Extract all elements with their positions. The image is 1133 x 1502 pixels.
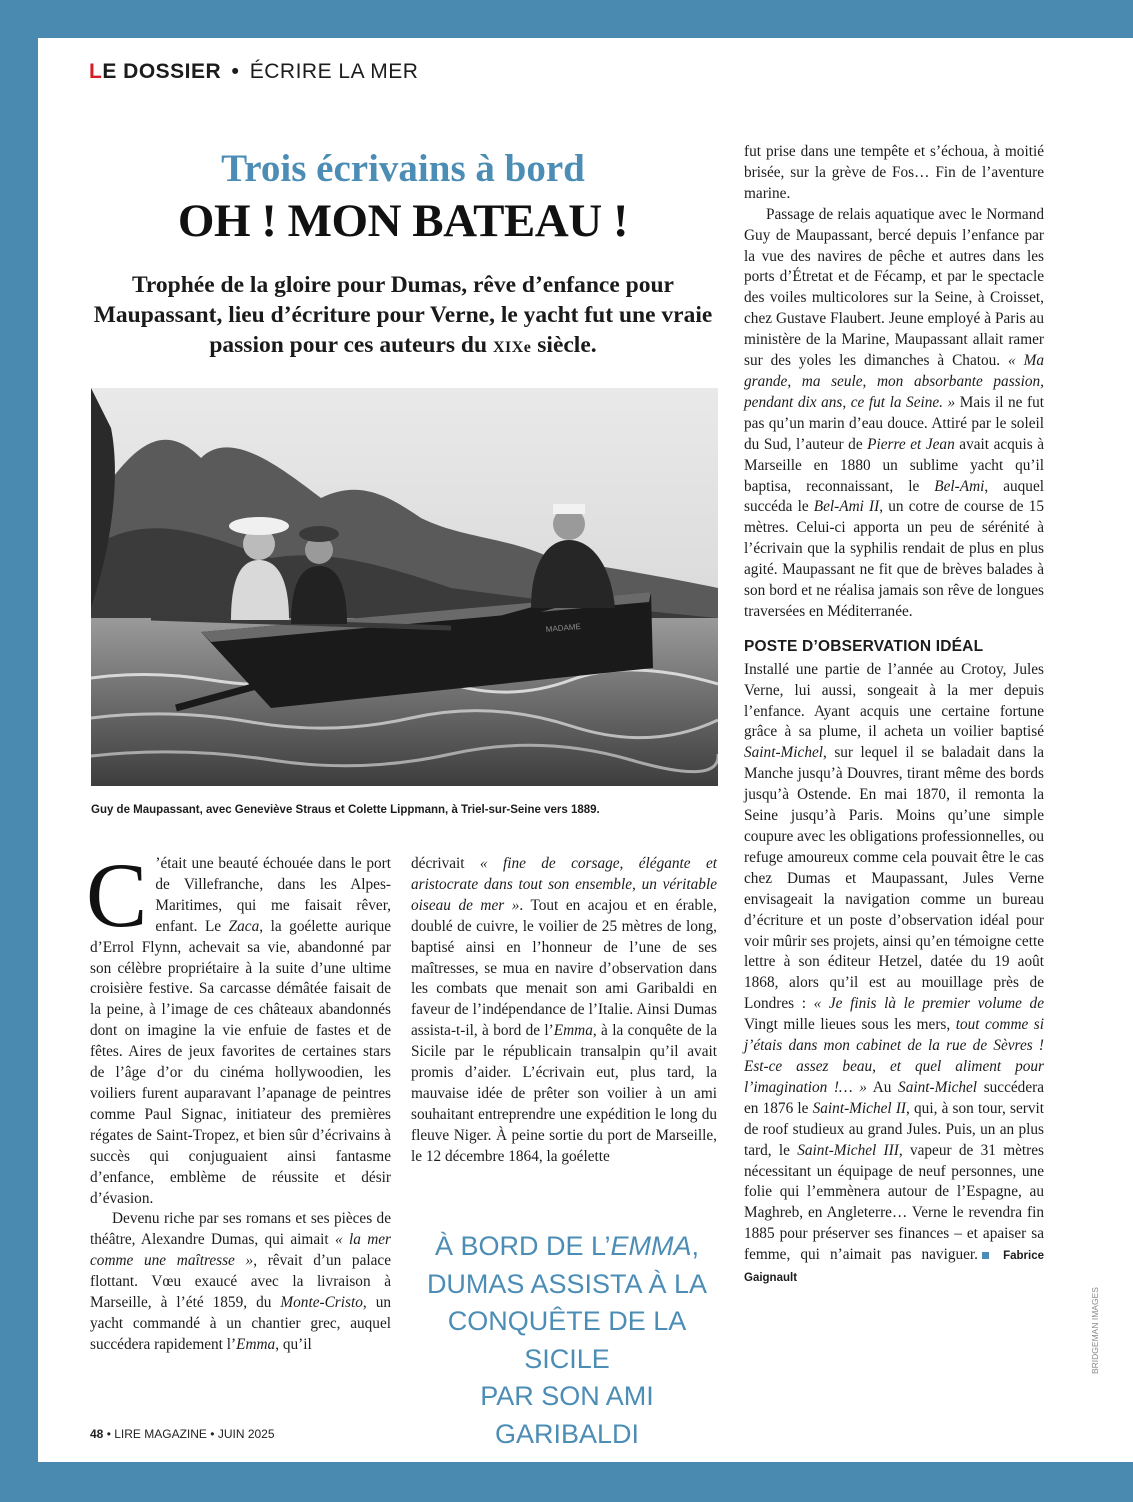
section-header xyxy=(89,60,418,84)
body-paragraph: fut prise dans une tempête et s’échoua, à moitié brisée, sur la grève de Fos… Fin de l’aventure marine. xyxy=(744,143,1044,202)
photo-caption: Guy de Maupassant, avec Geneviève Straus et Colette Lippmann, à Triel-sur-Seine vers 1889. xyxy=(91,804,600,816)
body-column-2 xyxy=(411,854,717,1168)
article-headline: OH ! MON BATEAU ! xyxy=(177,195,629,247)
photo-credit: BRIDGEMAN IMAGES xyxy=(1090,1287,1100,1374)
article-photo xyxy=(91,388,718,786)
section-separator: • xyxy=(231,60,240,83)
page-number: 48 xyxy=(90,1427,104,1441)
body-paragraph: Passage de relais aquatique avec le Normand Guy de Maupassant, bercé depuis l’enfance par la vue des navires de pêche et autres dans les ports d’Étretat et de Fécamp, et par le spectacle des voiles multicolores sur la Seine, à Croisset, chez Gustave Flaubert. Jeune employé à Paris au ministère de la Marine, Maupassant allait ramer sur des yoles les dimanches à Chatou. « Ma grande, ma seule, mon absorbante passion, pendant dix ans, ce fut la Seine. » Mais il ne fut pas qu’un marin d’eau douce. Attiré par le soleil du Sud, l’auteur de Pierre et Jean avait acquis à Marseille en 1880 un sublime yacht qu’il baptisa, reconnaissant, le Bel-Ami, auquel succéda le Bel-Ami II, un cotre de course de 15 mètres. Celui-ci apporta un peu de sérénité à l’écrivain que la syphilis rendait de plus en plus agité. Maupassant ne fit que de brèves balades à son bord et ne réalisa jamais son rêve de longues traversées en Méditerranée. xyxy=(744,205,1044,620)
body-paragraph: C ’était une beauté échouée dans le port de Villefranche, dans les Alpes-Maritimes, qui me faisait rêver, enfant. Le Zaca, la goélette aurique d’Errol Flynn, achevait sa vie, abandonné par son célèbre propriétaire à la suite d’une ultime croisière festive. Sa carcasse démâtée faisait de la peine, à l’image de ces châteaux abandonnés dont on imagine la vie enfuie de fastes et de fêtes. Aires de jeux favorites de certaines stars de l’âge d’or du cinéma hollywoodien, les voiliers furent auparavant l’apanage de peintres comme Paul Signac, initiateur des premières régates de Saint-Tropez, et bien sûr d’écrivains à succès qui conjuguaient ainsi fantasme d’enfance, emblème de réussite et désir d’évasion. xyxy=(86,844,392,1207)
body-paragraph: décrivait « fine de corsage, élégante et aristocrate dans tout son ensemble, un véritable oiseau de mer ». Tout en acajou et en érable, doublé de cuivre, le voilier de 25 mètres de long, baptisé ainsi en l’honneur de l’une de ses maîtresses, se mua en navire d’observation dans les combats que menait son ami Garibaldi en faveur de l’indépendance de l’Italie. Ainsi Dumas assista-t-il, à bord de l’Emma, à la conquête de la Sicile par le républicain transalpin qu’il avait promis d’aider. L’écrivain eut, plus tard, la mauvaise idée de prêter son voilier à un ami souhaitant entreprendre une expédition le long du fleuve Niger. À peine sortie du port de Marseille, le 12 décembre 1864, la goélette xyxy=(411,855,718,1165)
section-kicker: LE DOSSIER xyxy=(89,60,222,83)
article-overline: Trois écrivains à bord xyxy=(221,147,585,190)
boat-name: MADAME xyxy=(545,621,582,634)
section-topic: ÉCRIRE LA MER xyxy=(249,60,419,83)
body-column-1 xyxy=(86,844,392,1356)
body-paragraph: Installé une partie de l’année au Crotoy, Jules Verne, lui aussi, songeait à la mer depuis l’enfance. Ayant acquis une certaine fortune grâce à sa plume, il acheta un voilier baptisé Saint-Michel, sur lequel il se baladait dans la Manche jusqu’à Douvres, tirant même des bords jusqu’à Ostende. En mai 1870, il remonta la Seine jusqu’à Paris. Moins qu’une simple coupure avec les obligations professionnelles, ou refuge amoureux comme cela pouvait être le cas chez Dumas et Maupassant, Jules Verne envisageait la navigation comme un bureau d’écriture et un poste d’observation idéal pour voir mûrir ses projets, ainsi qu’en témoigne cette lettre à son éditeur Hetzel, datée du 19 août 1868, alors qu’il est au mouillage près de Londres : « Je finis là le premier volume de Vingt mille lieues sous les mers, tout comme si j’étais dans mon cabinet de la rue de Sèvres ! Est-ce assez beau, et quel aliment pour l’imagination !… » Au Saint-Michel succédera en 1876 le Saint-Michel II, qui, à son tour, servit de roof studieux au grand Jules. Puis, un an plus tard, le Saint-Michel III, vapeur de 31 mètres nécessitant un équipage de neuf personnes, une folie qui l’emmènera autour de l’Espagne, au Maghreb, en Angleterre… Verne le revendra fin 1885 pour préserver ses finances – et apaiser sa femme, qui n’aimait pas naviguer. Fabrice Gaignault xyxy=(744,660,1044,1285)
article-standfirst: Trophée de la gloire pour Dumas, rêve d’enfance pour Maupassant, lieu d’écriture pour Verne, le yacht fut une vraie passion pour ces auteurs du XIXe siècle. xyxy=(93,272,713,358)
author-signature: Fabrice Gaignault xyxy=(744,1250,1044,1285)
pull-quote: À BORD DE L’EMMA, DUMAS ASSISTA À LA CONQUÊTE DE LA SICILE PAR SON AMI GARIBALDI xyxy=(426,1231,708,1449)
magazine-name: LIRE MAGAZINE xyxy=(114,1427,207,1441)
page-footer: 48 • LIRE MAGAZINE • JUIN 2025 xyxy=(90,1427,275,1441)
issue-date: JUIN 2025 xyxy=(217,1427,275,1441)
body-column-3 xyxy=(744,142,1044,1289)
drop-cap: C xyxy=(86,844,148,946)
end-mark-icon xyxy=(982,1252,989,1259)
body-subhead: POSTE D’OBSERVATION IDÉAL xyxy=(744,637,984,655)
body-paragraph: Devenu riche par ses romans et ses pièces de théâtre, Alexandre Dumas, qui aimait « la mer comme une maîtresse », rêvait d’un palace flottant. Vœu exaucé avec la livraison à Marseille, à l’été 1859, du Monte-Cristo, un yacht commandé à un chantier grec, auquel succédera rapidement l’Emma, qu’il xyxy=(90,1210,391,1353)
magazine-page xyxy=(38,38,1133,1462)
